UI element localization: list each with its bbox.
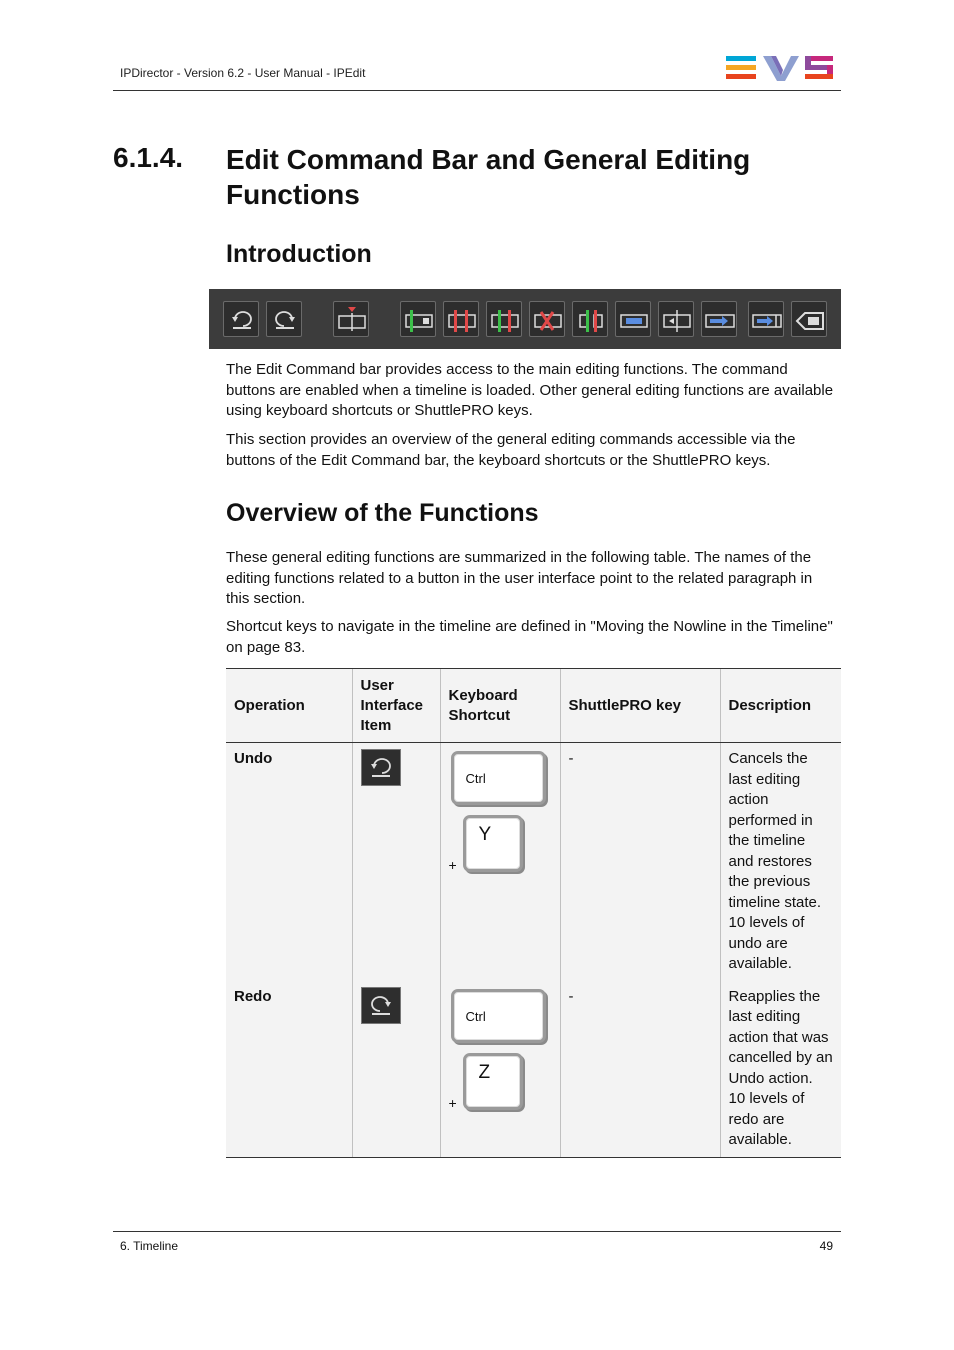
section-title: Edit Command Bar and General Editing Functions xyxy=(226,144,751,210)
table-row-redo xyxy=(226,981,841,1158)
functions-table xyxy=(226,668,841,1158)
overview-heading: Overview of the Functions xyxy=(226,499,539,527)
col-header-description: Description xyxy=(720,669,841,743)
y-key: Y xyxy=(463,815,523,872)
ctrl-key: Ctrl xyxy=(451,989,546,1043)
ui-item-cell xyxy=(352,981,440,1158)
z-key: Z xyxy=(463,1053,523,1110)
section-number: 6.1.4. xyxy=(113,142,184,173)
evs-logo-icon xyxy=(726,54,834,82)
description-cell: Cancels the last editing action performed in the timeline and restores the previous timeline state. 10 levels of undo are available. xyxy=(720,743,841,981)
backspace-icon[interactable] xyxy=(791,301,827,337)
document-header-title: IPDirector - Version 6.2 - User Manual - IPEdit xyxy=(120,66,366,80)
page-number: 49 xyxy=(819,1239,833,1253)
col-header-shuttlepro-key: ShuttlePRO key xyxy=(560,669,720,743)
undo-icon xyxy=(361,749,401,786)
ctrl-key: Ctrl xyxy=(451,751,546,805)
delete-icon[interactable] xyxy=(529,301,565,337)
ripple-icon[interactable] xyxy=(701,301,737,337)
operation-cell: Redo xyxy=(226,981,352,1158)
col-header-ui-item: User Interface Item xyxy=(352,669,440,743)
table-header-row xyxy=(226,669,841,743)
redo-icon[interactable] xyxy=(266,301,302,337)
overwrite-icon[interactable] xyxy=(443,301,479,337)
footer-rule xyxy=(113,1231,841,1232)
overview-paragraph-2: Shortcut keys to navigate in the timeline are defined in "Moving the Nowline in the Timeline" on page 83. xyxy=(226,618,833,656)
overview-paragraph-1: These general editing functions are summarized in the following table. The names of the editing functions related to a button in the user interface point to the related paragraph in this section. xyxy=(226,549,813,607)
shuttlepro-cell: - xyxy=(560,743,720,981)
col-header-operation: Operation xyxy=(226,669,352,743)
footer-chapter: 6. Timeline xyxy=(120,1239,179,1253)
description-cell: Reapplies the last editing action that was cancelled by an Undo action. 10 levels of redo are available. xyxy=(720,981,841,1158)
ripple-all-icon[interactable] xyxy=(748,301,784,337)
keyboard-shortcut-cell xyxy=(440,981,560,1158)
shuttlepro-cell: - xyxy=(560,981,720,1158)
table-row-undo xyxy=(226,743,841,981)
ui-item-cell xyxy=(352,743,440,981)
header-rule xyxy=(113,90,841,91)
operation-cell: Undo xyxy=(226,743,352,981)
introduction-heading: Introduction xyxy=(226,240,372,268)
insert-icon[interactable] xyxy=(400,301,436,337)
col-header-keyboard-shortcut: Keyboard Shortcut xyxy=(440,669,560,743)
intro-paragraph-1: The Edit Command bar provides access to the main editing functions. The command buttons are enabled when a timeline is loaded. Other general editing functions are available using keyboard shortcuts or ShuttlePRO keys. xyxy=(226,361,834,419)
trim-icon[interactable] xyxy=(658,301,694,337)
plus-sign: + xyxy=(448,857,457,873)
intro-paragraph-2: This section provides an overview of the general editing commands accessible via the buttons of the Edit Command bar, the keyboard shortcuts or the ShuttlePRO keys. xyxy=(226,431,796,469)
split-icon[interactable] xyxy=(572,301,608,337)
replace-icon[interactable] xyxy=(486,301,522,337)
undo-icon[interactable] xyxy=(223,301,259,337)
keyboard-shortcut-cell xyxy=(440,743,560,981)
lift-icon[interactable] xyxy=(615,301,651,337)
edit-command-bar xyxy=(209,289,841,349)
redo-icon xyxy=(361,987,401,1024)
mark-icon[interactable] xyxy=(333,301,369,337)
plus-sign: + xyxy=(448,1094,457,1111)
